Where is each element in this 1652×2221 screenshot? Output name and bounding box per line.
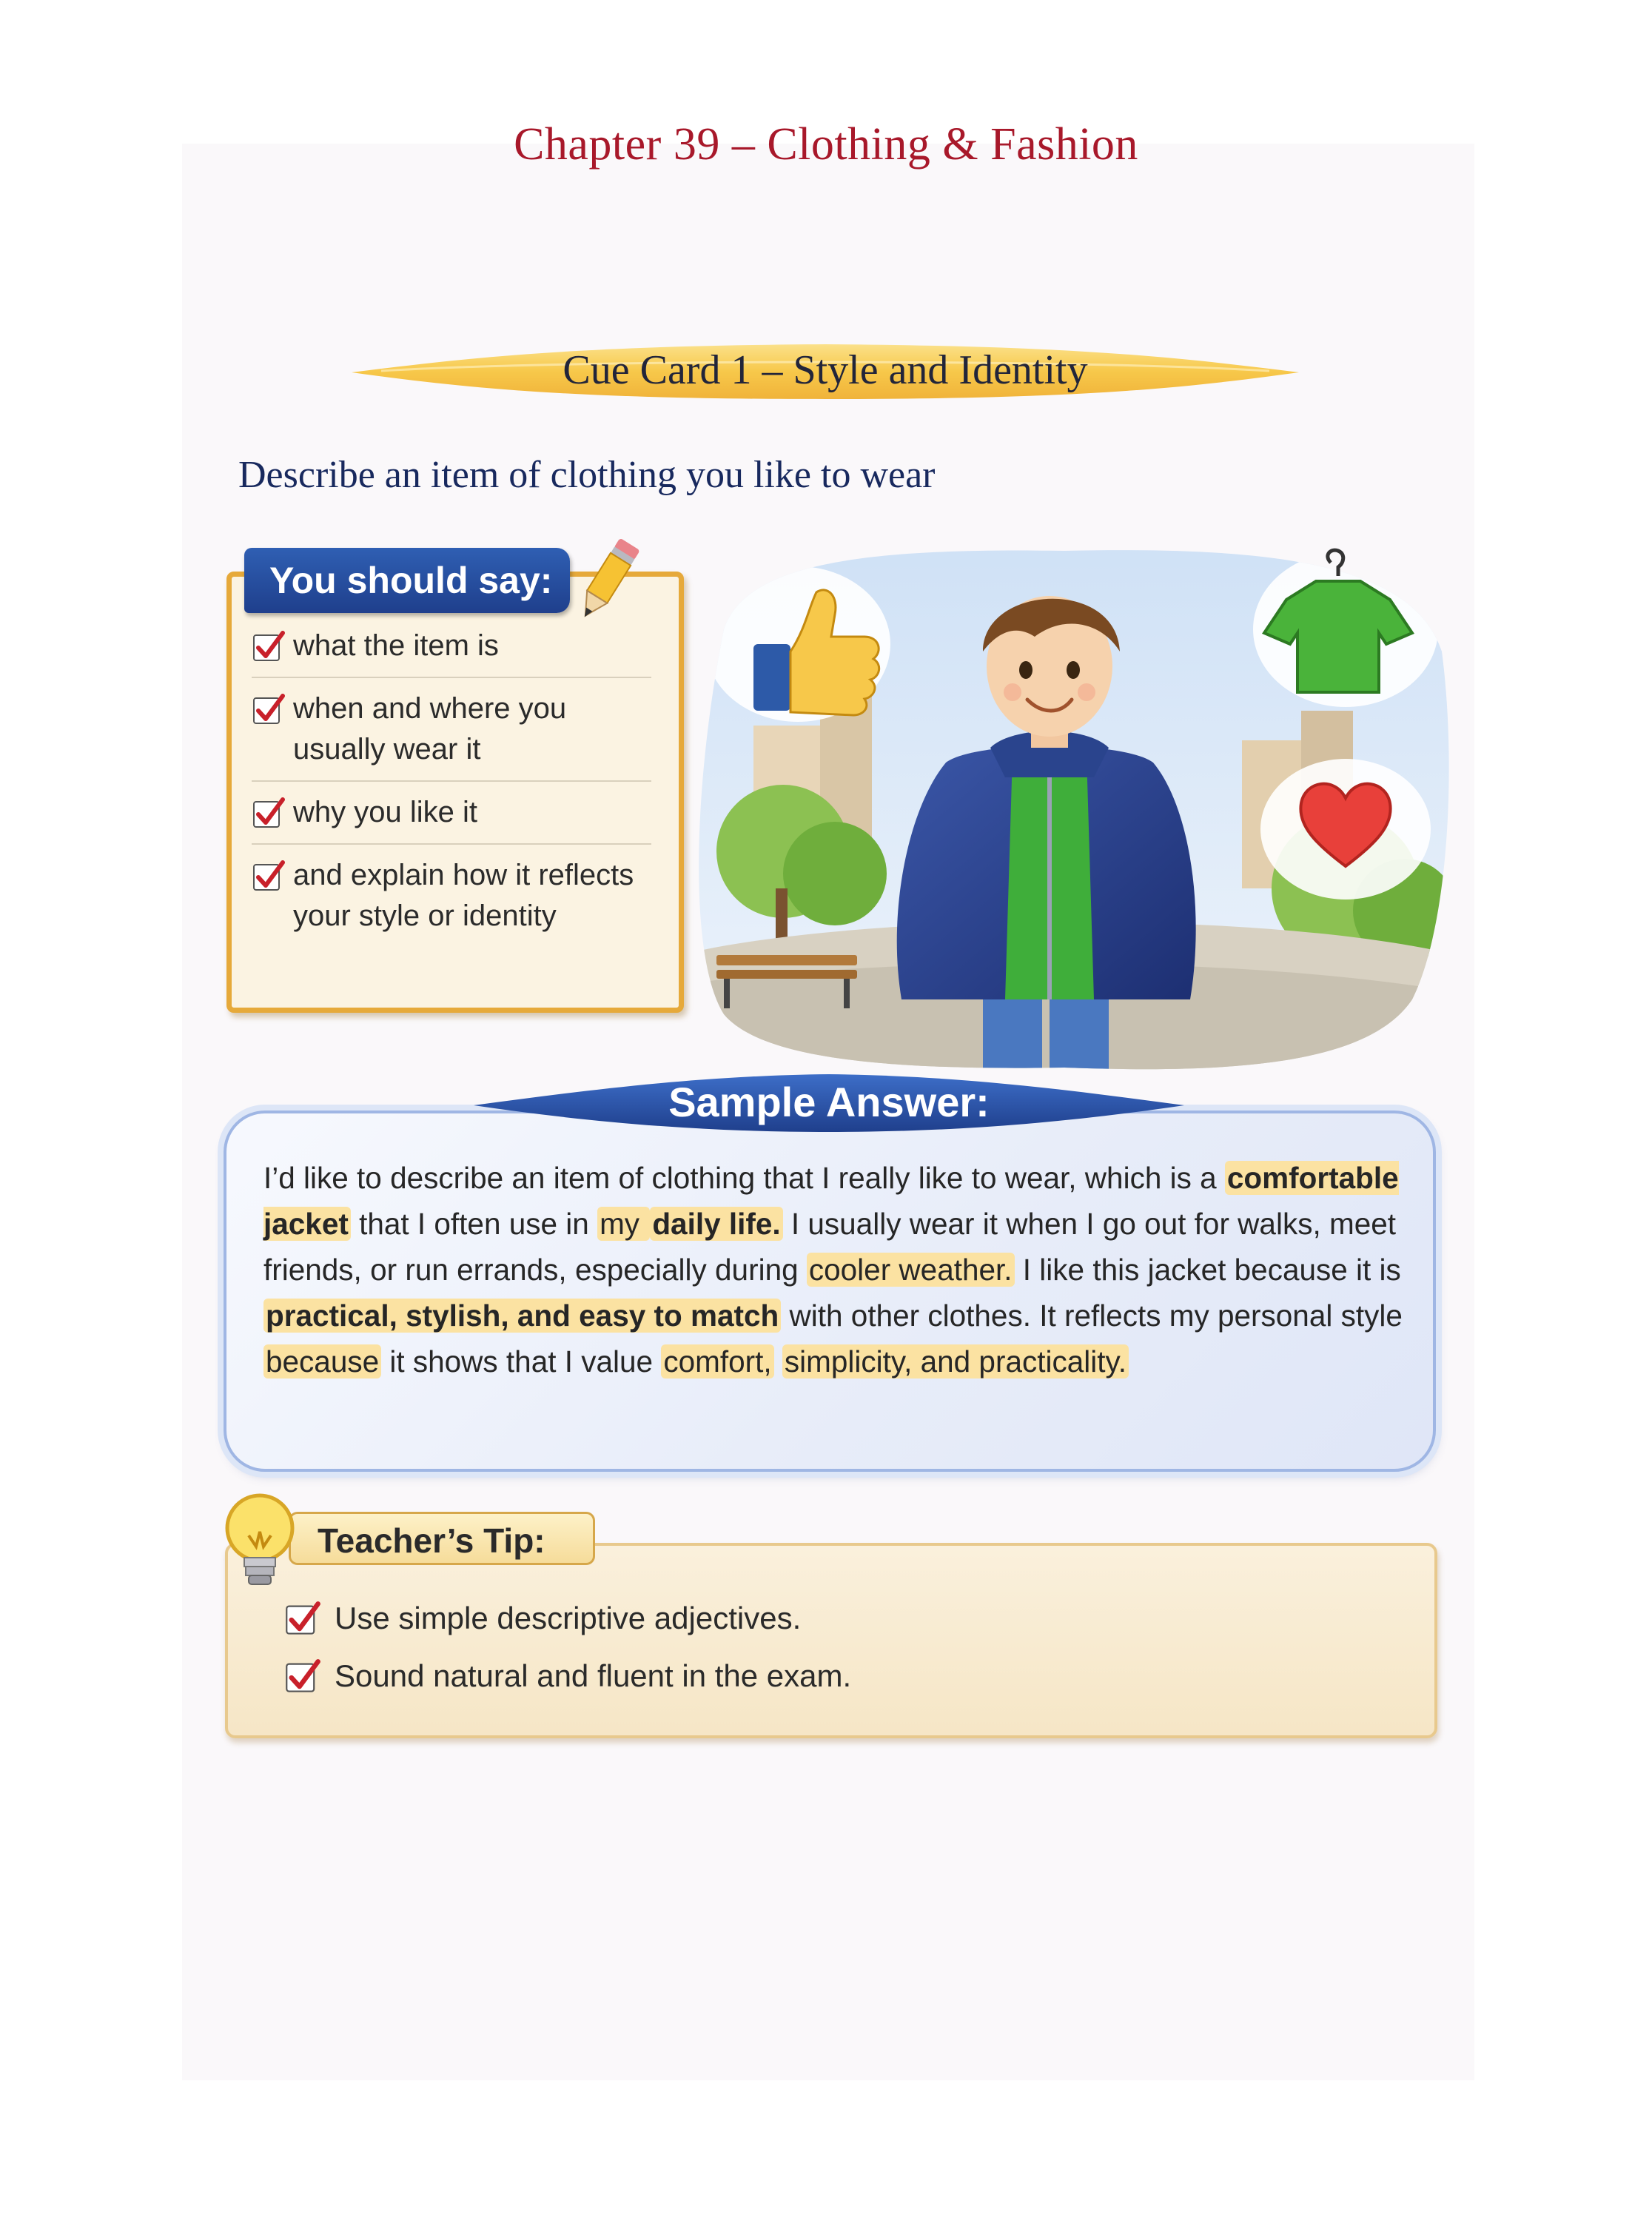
list-item-text: Use simple descriptive adjectives. — [335, 1601, 802, 1635]
list-item-text: when and where you usually wear it — [293, 692, 567, 766]
lightbulb-icon — [219, 1491, 300, 1595]
list-item-text: what the item is — [293, 629, 499, 662]
chapter-title: Chapter 39 – Clothing & Fashion — [514, 119, 1138, 170]
illustration-boy-in-jacket — [679, 540, 1457, 1075]
highlighted-phrase: comfortable jacket — [263, 1161, 1399, 1241]
list-item — [252, 855, 651, 947]
checkbox-checked-icon — [252, 797, 286, 831]
list-item — [284, 1655, 1320, 1697]
cue-card-title: Cue Card 1 – Style and Identity — [563, 347, 1088, 393]
checkbox-checked-icon — [252, 693, 286, 727]
highlighted-phrase: daily life. — [650, 1207, 782, 1241]
should-say-heading: You should say: — [244, 548, 570, 613]
should-say-list — [252, 626, 651, 957]
highlighted-phrase: because — [263, 1344, 381, 1379]
list-item-text: and explain how it reflects your style or identity — [293, 859, 634, 932]
list-item-text: why you like it — [293, 796, 477, 828]
answer-text-segment — [774, 1344, 782, 1379]
answer-text-segment: I like this jacket because it is — [1014, 1253, 1401, 1287]
highlighted-phrase: cooler weather. — [807, 1253, 1015, 1287]
answer-text-segment: with other clothes. It reflects my personal style — [781, 1299, 1403, 1333]
answer-text-segment: I usually wear it when I go out for walks, meet friends, or run errands, especially during — [263, 1207, 1396, 1287]
list-item — [252, 792, 651, 845]
answer-text-segment: that I often use in — [350, 1207, 598, 1241]
list-item — [252, 626, 651, 678]
answer-text-segment: I’d like to describe an item of clothing that I really like to wear, which is a — [263, 1161, 1225, 1195]
teacher-tip-heading: Teacher’s Tip: — [289, 1512, 595, 1565]
highlighted-phrase: practical, stylish, and easy to match — [263, 1299, 781, 1333]
sample-answer-text — [263, 1155, 1403, 1384]
checkbox-checked-icon — [252, 860, 286, 894]
highlighted-phrase: simplicity, and practicality. — [782, 1344, 1129, 1379]
list-item-text: Sound natural and fluent in the exam. — [335, 1658, 852, 1693]
cue-card-question: Describe an item of clothing you like to wear — [238, 454, 936, 496]
highlighted-phrase: comfort, — [661, 1344, 773, 1379]
teacher-tip-list — [284, 1598, 1320, 1713]
answer-text-segment: it shows that I value — [381, 1344, 662, 1379]
pencil-icon — [563, 533, 651, 629]
checkbox-checked-icon — [252, 630, 286, 664]
list-item — [284, 1598, 1320, 1639]
highlighted-phrase: my — [597, 1207, 650, 1241]
list-item — [252, 689, 651, 782]
checkbox-checked-icon — [284, 1658, 321, 1695]
sample-answer-heading: Sample Answer: — [668, 1079, 990, 1125]
checkbox-checked-icon — [284, 1601, 321, 1638]
